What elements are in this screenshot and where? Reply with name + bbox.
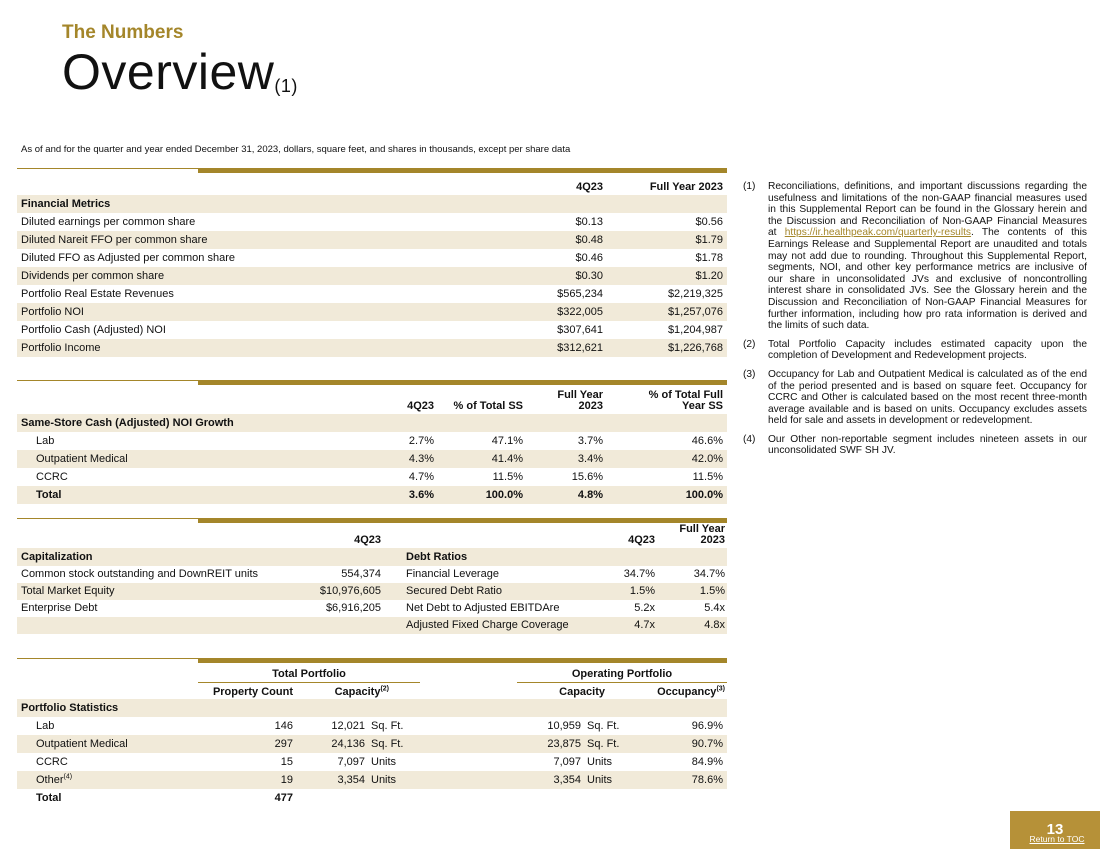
group-rule — [198, 682, 420, 683]
table-row — [17, 303, 727, 321]
cell-property-count: 477 — [274, 792, 293, 804]
cell-op-capacity: 10,959 — [547, 720, 581, 732]
group-header-total-portfolio: Total Portfolio — [272, 668, 346, 680]
section-eyebrow: The Numbers — [62, 22, 184, 43]
footnote-ref: (4) — [63, 773, 73, 781]
cell-op-capacity-unit: Sq. Ft. — [587, 738, 620, 750]
cell-capacity-unit: Units — [371, 774, 397, 786]
financial-metrics-table — [17, 168, 727, 357]
cell-full-year: $1,204,987 — [667, 324, 723, 336]
table-row — [17, 717, 727, 735]
table-rule — [17, 658, 727, 665]
cell-capacity: 7,097 — [337, 756, 365, 768]
cell-capacity: 12,021 — [331, 720, 365, 732]
row-label: Secured Debt Ratio — [406, 585, 502, 597]
table-header — [17, 175, 727, 195]
table-header — [17, 525, 727, 548]
table-row — [17, 432, 727, 450]
col-header-op-capacity: Capacity — [559, 686, 605, 698]
cell-op-capacity: 3,354 — [553, 774, 581, 786]
same-store-table — [17, 380, 727, 504]
table-row — [17, 735, 727, 753]
row-label: Portfolio Income — [21, 342, 101, 354]
cell-property-count: 297 — [274, 738, 293, 750]
footnote-text: Occupancy for Lab and Outpatient Medical is calculated as of the end of the period presented and is based on square feet. Occupancy for CCRC and Other is calculated based on the most recent three-month average available and is based on units. Occupancy excludes assets held for sale and assets in development or redevelopment. — [768, 368, 1087, 427]
cell-property-count: 15 — [280, 756, 293, 768]
section-label: Same-Store Cash (Adjusted) NOI Growth — [21, 417, 234, 429]
cell-4q23: $0.46 — [575, 252, 603, 264]
footnote-text: Our Other non-reportable segment includes nineteen assets in our unconsolidated SWF SH JV. — [768, 433, 1087, 457]
table-rule — [17, 168, 727, 175]
section-header — [17, 414, 727, 432]
page-number: 13 — [1046, 821, 1064, 838]
table-rule — [17, 380, 727, 387]
table-row — [17, 267, 727, 285]
table-row-total — [17, 486, 727, 504]
footnote-number: (1) — [743, 181, 756, 192]
cell-4q23: $0.13 — [575, 216, 603, 228]
col-header-capacity-text: Capacity — [334, 686, 381, 698]
cell-pct-full-year: 11.5% — [692, 471, 723, 483]
section-header — [17, 195, 727, 213]
row-label: Total — [36, 792, 62, 804]
cell-cap-value: $10,976,605 — [319, 585, 381, 597]
page-number-box — [1010, 811, 1100, 849]
portfolio-statistics-table — [17, 658, 727, 807]
cell-full-year: 3.7% — [577, 435, 603, 447]
cell-pct-ss: 11.5% — [492, 471, 523, 483]
row-label: Outpatient Medical — [36, 453, 128, 465]
table-row — [17, 213, 727, 231]
cell-full-year: $1.20 — [695, 270, 723, 282]
table-row-total — [17, 789, 727, 807]
table-header — [17, 387, 727, 414]
cell-occupancy: 84.9% — [691, 756, 723, 768]
col-header-debt-4q23: 4Q23 — [628, 534, 655, 546]
table-rule — [17, 518, 727, 525]
cell-capacity: 3,354 — [337, 774, 365, 786]
col-header-pct-full-year: % of Total Full Year SS — [648, 389, 723, 412]
table-row — [17, 753, 727, 771]
row-label: Diluted Nareit FFO per common share — [21, 234, 208, 246]
cell-full-year: $1,257,076 — [667, 306, 723, 318]
cell-op-capacity-unit: Units — [587, 774, 613, 786]
table-row — [17, 617, 727, 634]
cell-full-year: 4.8% — [577, 489, 603, 501]
footnote-text: . The contents of this Earnings Release and Supplemental Report are unaudited and totals may not add due to rounding. Throughout this Supplemental Report, segments, NOI, and other key performance metrics are inclusive of our share in unconsolidated JVs and exclusive of noncontrolling interest share in consolidated JVs. See the Glossary herein and the Discussion and Reconciliation of Non-GAAP Financial Measures for further information, including how pro rata information is derived and the limits of such data. — [768, 227, 1088, 332]
cell-4q23: $0.30 — [575, 270, 603, 282]
cell-debt-full-year: 1.5% — [699, 585, 725, 597]
cell-capacity-unit: Units — [371, 756, 397, 768]
section-label: Financial Metrics — [21, 198, 111, 210]
cell-cap-value: $6,916,205 — [325, 602, 381, 614]
section-label: Capitalization — [21, 551, 93, 563]
cell-4q23: $322,005 — [557, 306, 603, 318]
row-label: Total — [36, 489, 62, 501]
quarterly-results-link[interactable]: https://ir.healthpeak.com/quarterly-results — [784, 227, 972, 239]
cell-debt-full-year: 5.4x — [704, 602, 725, 614]
row-label: Lab — [36, 720, 55, 732]
cell-4q23: 3.6% — [408, 489, 434, 501]
cell-debt-4q23: 4.7x — [634, 619, 655, 631]
cell-4q23: 2.7% — [408, 435, 434, 447]
cell-op-capacity-unit: Sq. Ft. — [587, 720, 620, 732]
table-header — [17, 665, 727, 699]
table-row — [17, 600, 727, 617]
footnote-ref: (3) — [716, 685, 725, 693]
cell-debt-full-year: 4.8x — [704, 619, 725, 631]
row-label: Portfolio Cash (Adjusted) NOI — [21, 324, 166, 336]
section-header — [17, 699, 727, 717]
row-label-text: Other — [36, 774, 64, 786]
row-label: Total Market Equity — [21, 585, 115, 597]
cell-full-year: $0.56 — [695, 216, 723, 228]
cell-debt-4q23: 1.5% — [629, 585, 655, 597]
cell-debt-4q23: 5.2x — [634, 602, 655, 614]
cell-4q23: $565,234 — [557, 288, 603, 300]
cell-property-count: 19 — [280, 774, 293, 786]
cell-occupancy: 90.7% — [691, 738, 723, 750]
col-header-cap-4q23: 4Q23 — [354, 534, 381, 546]
cell-pct-full-year: 42.0% — [691, 453, 723, 465]
cell-full-year: $2,219,325 — [667, 288, 723, 300]
row-label: Dividends per common share — [21, 270, 165, 282]
row-label: Portfolio Real Estate Revenues — [21, 288, 174, 300]
row-label: Diluted FFO as Adjusted per common share — [21, 252, 235, 264]
cell-4q23: $0.48 — [575, 234, 603, 246]
page-title — [62, 42, 298, 102]
table-row — [17, 339, 727, 357]
capitalization-debt-table — [17, 518, 727, 634]
table-row — [17, 321, 727, 339]
footnote-4 — [743, 434, 1087, 457]
row-label: Net Debt to Adjusted EBITDAre — [406, 602, 560, 614]
row-label: Outpatient Medical — [36, 738, 128, 750]
col-header-property-count: Property Count — [212, 686, 293, 698]
cell-4q23: 4.3% — [408, 453, 434, 465]
row-label: Common stock outstanding and DownREIT units — [21, 568, 259, 580]
cell-pct-ss: 41.4% — [491, 453, 523, 465]
row-label: CCRC — [36, 756, 68, 768]
col-header-debt-full-year: Full Year 2023 — [679, 523, 725, 546]
col-header-pct-ss: % of Total SS — [453, 400, 523, 412]
section-label: Portfolio Statistics — [21, 702, 119, 714]
row-label: Adjusted Fixed Charge Coverage — [406, 619, 569, 631]
table-row — [17, 231, 727, 249]
cell-full-year: $1,226,768 — [667, 342, 723, 354]
cell-pct-full-year: 46.6% — [691, 435, 723, 447]
cell-property-count: 146 — [274, 720, 293, 732]
footnote-text: Reconciliations, definitions, and important discussions regarding the usefulness and limitations of the non-GAAP financial measures used in this Supplemental Report can be found in the Glossary herein and the Discussion and Reconciliation of Non-GAAP Financial Measures at — [768, 181, 1087, 239]
col-header-capacity — [335, 686, 389, 698]
cell-occupancy: 78.6% — [691, 774, 723, 786]
table-row — [17, 771, 727, 789]
section-label: Debt Ratios — [406, 551, 468, 563]
footnote-ref: (2) — [380, 685, 389, 693]
row-label — [21, 771, 72, 789]
row-label: Lab — [36, 435, 55, 447]
cell-pct-ss: 47.1% — [491, 435, 523, 447]
return-to-toc-link[interactable]: Return to TOC — [1029, 834, 1085, 844]
table-row — [17, 285, 727, 303]
table-row — [17, 450, 727, 468]
row-label: Diluted earnings per common share — [21, 216, 196, 228]
col-header-occupancy — [657, 686, 725, 698]
footnote-2 — [743, 339, 1087, 362]
row-label: Portfolio NOI — [21, 306, 84, 318]
footnote-number: (2) — [743, 338, 756, 350]
footnote-text: Total Portfolio Capacity includes estimated capacity upon the completion of Development and Redevelopment projects. — [768, 338, 1087, 362]
cell-4q23: 4.7% — [408, 471, 434, 483]
footnote-3 — [743, 369, 1087, 427]
page-title-footnote-ref: (1) — [274, 76, 298, 96]
page-title-text: Overview — [62, 44, 275, 100]
cell-4q23: $307,641 — [557, 324, 603, 336]
cell-capacity-unit: Sq. Ft. — [371, 738, 404, 750]
cell-op-capacity: 7,097 — [553, 756, 581, 768]
cell-capacity-unit: Sq. Ft. — [371, 720, 404, 732]
table-row — [17, 468, 727, 486]
row-label: CCRC — [36, 471, 68, 483]
cell-op-capacity: 23,875 — [547, 738, 581, 750]
cell-pct-ss: 100.0% — [485, 489, 523, 501]
footnote-1 — [743, 181, 1087, 332]
col-header-4q23: 4Q23 — [407, 400, 434, 412]
footnote-number: (3) — [743, 368, 756, 380]
cell-occupancy: 96.9% — [691, 720, 723, 732]
cell-full-year: $1.78 — [695, 252, 723, 264]
group-rule — [517, 682, 727, 683]
row-label: Financial Leverage — [406, 568, 499, 580]
cell-full-year: 15.6% — [571, 471, 603, 483]
col-header-4q23: 4Q23 — [576, 181, 603, 193]
cell-debt-full-year: 34.7% — [693, 568, 725, 580]
col-header-occupancy-text: Occupancy — [657, 686, 717, 698]
cell-4q23: $312,621 — [557, 342, 603, 354]
cell-full-year: 3.4% — [577, 453, 603, 465]
table-row — [17, 566, 727, 583]
col-header-full-year: Full Year 2023 — [649, 181, 723, 193]
cell-op-capacity-unit: Units — [587, 756, 613, 768]
footnote-number: (4) — [743, 433, 756, 445]
cell-debt-4q23: 34.7% — [623, 568, 655, 580]
table-row — [17, 583, 727, 600]
cell-capacity: 24,136 — [331, 738, 365, 750]
footnotes — [743, 181, 1087, 464]
page-subtitle: As of and for the quarter and year ended December 31, 2023, dollars, square feet, and shares in thousands, except per share data — [21, 144, 571, 155]
col-header-full-year: Full Year 2023 — [557, 389, 603, 412]
cell-cap-value: 554,374 — [341, 568, 381, 580]
section-header — [17, 548, 727, 566]
group-header-operating-portfolio: Operating Portfolio — [571, 668, 673, 680]
table-row — [17, 249, 727, 267]
cell-full-year: $1.79 — [695, 234, 723, 246]
cell-pct-full-year: 100.0% — [685, 489, 723, 501]
row-label: Enterprise Debt — [21, 602, 98, 614]
